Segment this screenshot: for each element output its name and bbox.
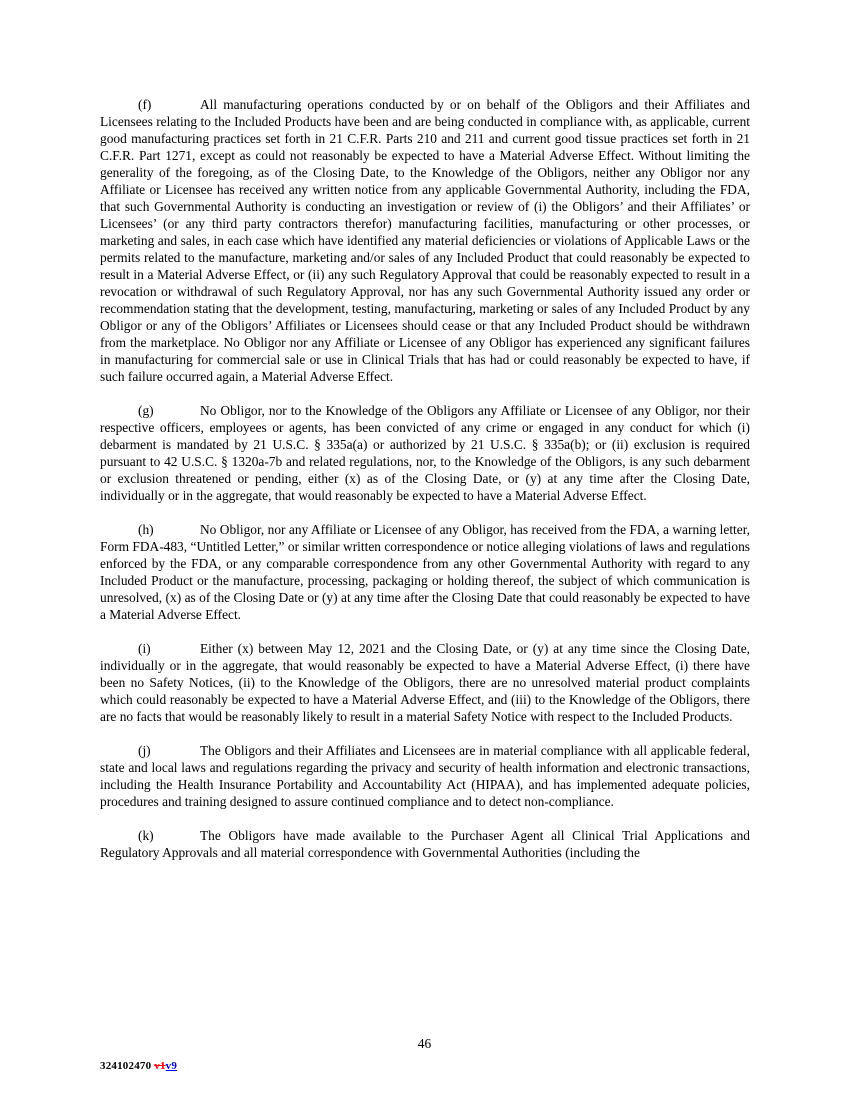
paragraph-label: (g): [138, 403, 154, 418]
deleted-version-number: v1: [154, 1060, 166, 1072]
document-id-footer: [100, 1060, 177, 1072]
paragraph-k: [100, 827, 750, 861]
paragraph-text: The Obligors and their Affiliates and Licensees are in material compliance with all applicable federal, state and local laws and regulations regarding the privacy and security of health information and electronic transactions, including the Health Insurance Portability and Accountability Act (HIPAA), and has implemented adequate policies, procedures and training designed to assure continued compliance and to detect non-compliance.: [100, 743, 750, 809]
paragraph-text: The Obligors have made available to the Purchaser Agent all Clinical Trial Applications and Regulatory Approvals and all material correspondence with Governmental Authorities (including the: [100, 828, 750, 860]
paragraph-label: (k): [138, 828, 154, 843]
paragraph-text: No Obligor, nor any Affiliate or Licensee of any Obligor, has received from the FDA, a warning letter, Form FDA-483, “Untitled Letter,” or similar written correspondence or notice alleging violations of laws and regulations enforced by the FDA, or any comparable correspondence from any other Governmental Authority with regard to any Included Product or the manufacture, processing, packaging or holding thereof, the subject of which communication is unresolved, (x) as of the Closing Date or (y) at any time after the Closing Date that could reasonably be expected to have a Material Adverse Effect.: [100, 522, 750, 622]
page-number: 46: [417, 1036, 432, 1051]
paragraph-label: (i): [138, 641, 151, 656]
paragraph-text: Either (x) between May 12, 2021 and the Closing Date, or (y) at any time since the Closing Date, individually or in the aggregate, that would reasonably be expected to have a Material Adverse Effect, (i) there have been no Safety Notices, (ii) to the Knowledge of the Obligors, there are no unresolved material product complaints which could reasonably be expected to have a Material Adverse Effect, and (iii) to the Knowledge of the Obligors, there are no facts that would be reasonably likely to result in a material Safety Notice with respect to the Included Products.: [100, 641, 750, 724]
paragraph-g: [100, 402, 750, 504]
document-id: 324102470: [100, 1060, 152, 1072]
document-body: [100, 96, 750, 878]
paragraph-f: [100, 96, 750, 385]
paragraph-label: (f): [138, 97, 152, 112]
paragraph-j: [100, 742, 750, 810]
paragraph-h: [100, 521, 750, 623]
paragraph-text: All manufacturing operations conducted by or on behalf of the Obligors and their Affiliates and Licensees relating to the Included Products have been and are being conducted in compliance with, as applicable, current good manufacturing practices set forth in 21 C.F.R. Parts 210 and 211 and current good tissue practices set forth in 21 C.F.R. Part 1271, except as could not reasonably be expected to have a Material Adverse Effect. Without limiting the generality of the foregoing, as of the Closing Date, to the Knowledge of the Obligors, neither any Obligor nor any Affiliate or Licensee has received any written notice from any applicable Governmental Authority, including the FDA, that such Governmental Authority is conducting an investigation or review of (i) the Obligors’ and their Affiliates’ or Licensees’ (or any third party contractors therefor) manufacturing facilities, manufacturing or other processes, or marketing and sales, in each case which have identified any material deficiencies or violations of Applicable Laws or the permits related to the manufacture, marketing and/or sales of any Included Product that could reasonably be expected to result in a Material Adverse Effect, or (ii) any such Regulatory Approval that could be reasonably expected to result in a revocation or withdrawal of such Regulatory Approval, nor has any such Governmental Authority issued any order or recommendation stating that the development, testing, manufacturing, marketing or sales of any Included Product by any Obligor or any of the Obligors’ Affiliates or Licensees should cease or that any Included Product should be withdrawn from the marketplace. No Obligor nor any Affiliate or Licensee of any Obligor has experienced any significant failures in manufacturing for commercial sale or use in Clinical Trials that has had or could reasonably be expected to have, if such failure occurred again, a Material Adverse Effect.: [100, 97, 750, 384]
inserted-version-number: v9: [165, 1060, 178, 1072]
paragraph-label: (h): [138, 522, 154, 537]
paragraph-label: (j): [138, 743, 151, 758]
paragraph-text: No Obligor, nor to the Knowledge of the Obligors any Affiliate or Licensee of any Obligor, nor their respective officers, employees or agents, has been convicted of any crime or engaged in any conduct for which (i) debarment is mandated by 21 U.S.C. § 335a(a) or authorized by 21 U.S.C. § 335a(b); or (ii) exclusion is required pursuant to 42 U.S.C. § 1320a-7b and related regulations, nor, to the Knowledge of the Obligors, is any such debarment or exclusion threatened or pending, either (x) as of the Closing Date, or (y) at any time after the Closing Date, individually or in the aggregate, that would reasonably be expected to have a Material Adverse Effect.: [100, 403, 750, 503]
paragraph-i: [100, 640, 750, 725]
